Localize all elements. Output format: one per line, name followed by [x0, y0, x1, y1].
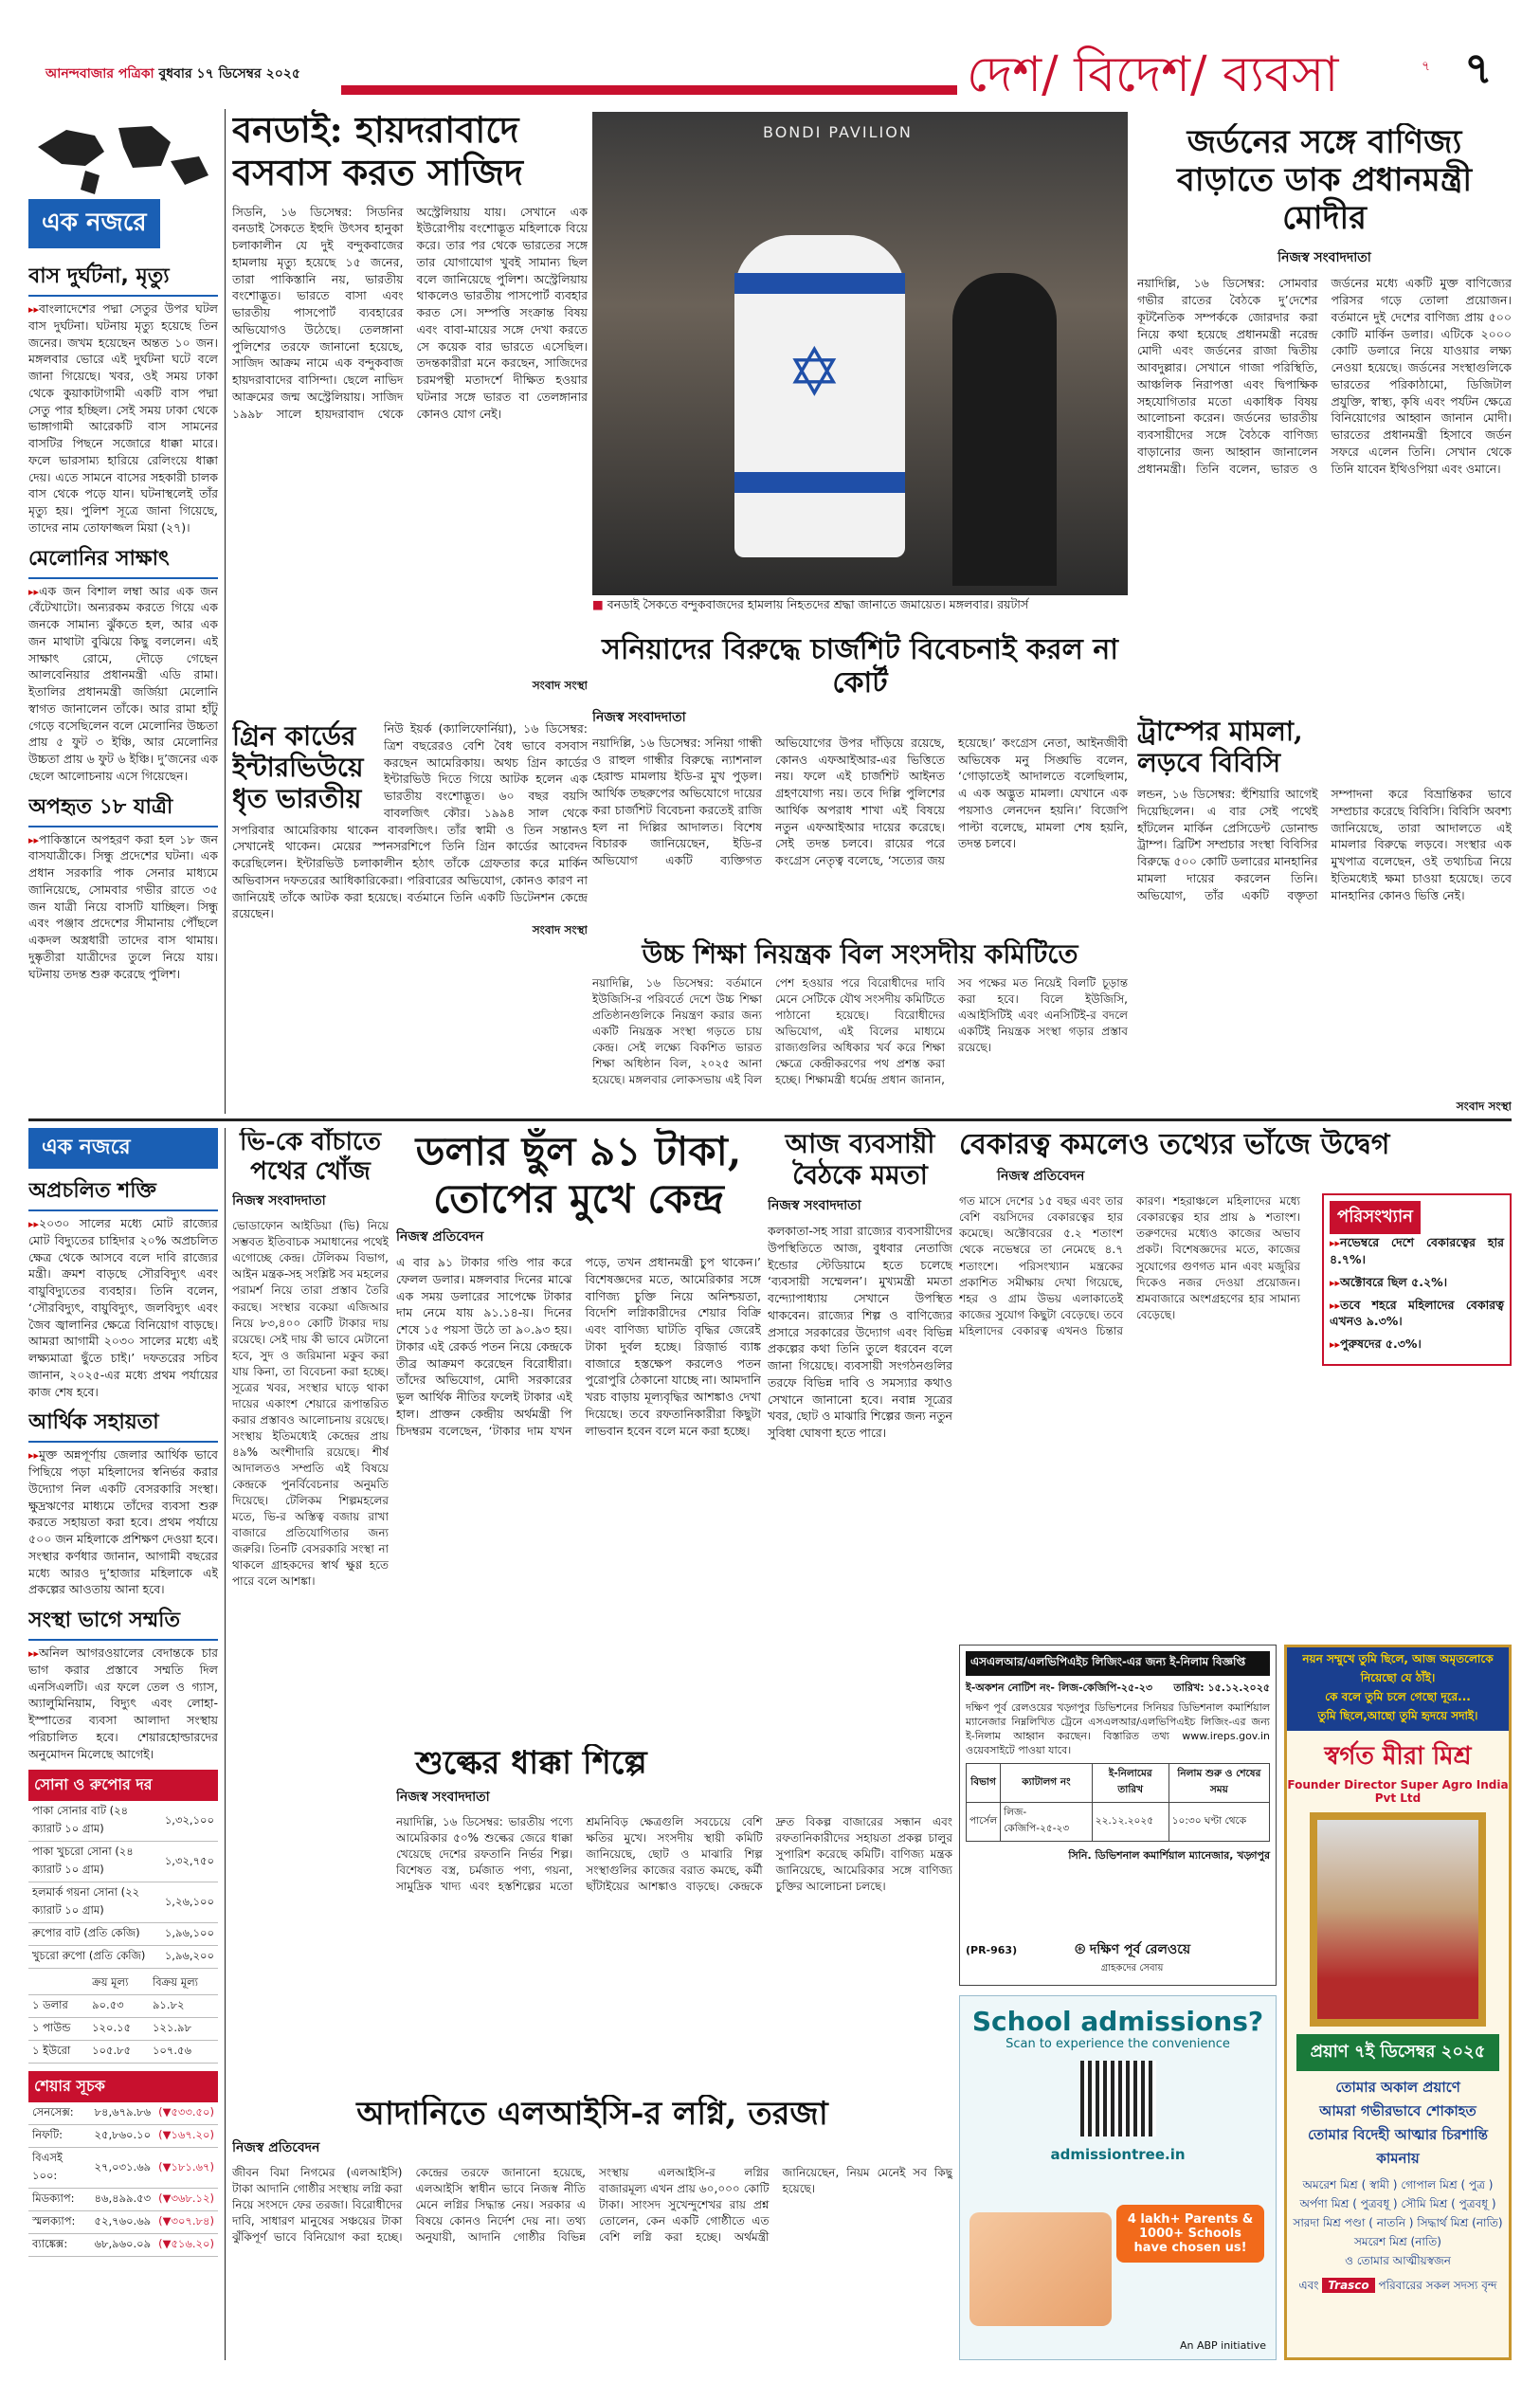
adani-headline: আদানিতে এলআইসি-র লগ্নি, তরজা [356, 2095, 828, 2133]
bondi-photo [592, 112, 1128, 595]
world-map-icon [28, 109, 218, 199]
table-row: পাকা সোনার বাট (২৪ ক্যারাট ১০ গ্রাম) ১,৩২,১০০ [28, 1801, 218, 1842]
bondi-caption [592, 597, 1128, 618]
higher-edu-body: নয়াদিল্লি, ১৬ ডিসেম্বর: বর্তমানে ইউজিসি-র পরিবর্তে দেশে উচ্চ শিক্ষা প্রতিষ্ঠানগুলিকে নিয়ন্ত্রণ করার জন্য একটি নিয়ন্ত্রক সংস্থা গড়তে চায় কেন্দ্র। সেই লক্ষ্যে বিকশিত ভারত শিক্ষা অধিষ্ঠান বিল, ২০২৫ আনা হয়েছে। মঙ্গলবার লোকসভায় এই বিল পেশ হওয়ার পরে বিরোধীদের দাবি মেনে সেটিকে যৌথ সংসদীয় কমিটিতে পাঠানো হয়েছে। বিরোধীদের অভিযোগ, এই বিলের মাধ্যমে রাজ্যগুলির অধিকার খর্ব করে শিক্ষা ক্ষেত্রে কেন্দ্রীকরণের পথ প্রশস্ত করা হচ্ছে। শিক্ষামন্ত্রী ধর্মেন্দ্র প্রধান জানান, সব পক্ষের মত নিয়েই বিলটি চূড়ান্ত করা হবে। বিলে ইউজিসি, এআইসিটিই এবং এনসিটিই-র বদলে একটিই নিয়ন্ত্রক সংস্থা গড়ার প্রস্তাব রয়েছে। [592, 976, 1128, 1087]
dollar-story [396, 1128, 761, 1716]
sonia-story [592, 626, 1128, 934]
tender-ref-row [966, 1680, 1270, 1698]
stats-box [1322, 1193, 1512, 1366]
gold-table [28, 1801, 218, 1969]
glance-bottom [28, 1128, 218, 2360]
glance-top [28, 109, 218, 1114]
tender-ref: ই-অকশন নোটিশ নং- লিজ-কেজিপি-২৫-২৩ [966, 1682, 1153, 1694]
issue-date: বুধবার ১৭ ডিসেম্বর ২০২৫ [158, 66, 300, 82]
pavilion-sign: BONDI PAVILION [763, 123, 913, 141]
portrait-frame [1310, 1812, 1486, 2027]
school-ad-site: admissiontree.in [1050, 2146, 1186, 2163]
unemployment-byline: নিজস্ব প্রতিবেদন [997, 1169, 1085, 1185]
jordan-headline: জর্ডনের সঙ্গে বাণিজ্য বাড়াতে ডাক প্রধানমন্ত্রী মোদীর [1176, 123, 1473, 238]
adani-story [232, 2095, 952, 2360]
table-row: রুপোর বাট (প্রতি কেজি) ১,৯৬,১০০ [28, 1923, 218, 1946]
tender-notice [959, 1645, 1277, 1986]
memorial-title: স্বর্গত মীরা মিশ্র [1324, 1742, 1472, 1771]
stat-item: ▸▸ নভেম্বরে দেশে বেকারত্বের হার ৪.৭%। [1330, 1234, 1504, 1268]
adani-byline: নিজস্ব প্রতিবেদন [232, 2140, 320, 2156]
green-card-headline: গ্রিন কার্ডের ইন্টারভিউয়ে ধৃত ভারতীয় [232, 720, 364, 815]
adani-body: জীবন বিমা নিগমের (এলআইসি) টাকা আদানি গোষ্ঠীর সংস্থায় লগ্নি করা নিয়ে সংসদে ফের তরজা। বিরোধীদের দাবি, সাধারণ মানুষের সঞ্চয়ের টাকা ঝুঁকিপূর্ণ ভাবে বিনিয়োগ করা হচ্ছে। কেন্দ্রের তরফে জানানো হয়েছে, এলআইসি স্বাধীন ভাবে নিজস্ব নীতি মেনে লগ্নির সিদ্ধান্ত নেয়। সরকার এ বিষয়ে কোনও নির্দেশ দেয় না। তথ্য অনুযায়ী, আদানি গোষ্ঠীর বিভিন্ন সংস্থায় এলআইসি-র লগ্নির বাজারমূল্য এখন প্রায় ৬০,০০০ কোটি টাকা। সাংসদ সুখেন্দুশেখর রায় প্রশ্ন তোলেন, কেন একটি গোষ্ঠীতে এত বেশি লগ্নি করা হচ্ছে। অর্থমন্ত্রী জানিয়েছেন, নিয়ম মেনেই সব কিছু হয়েছে। [232, 2166, 952, 2245]
green-card-story [232, 720, 588, 1114]
table-row: ১ পাউন্ড ১২০.১৫ ১২১.৯৮ [28, 2018, 218, 2041]
mamata-byline: নিজস্ব সংবাদদাতা [768, 1198, 861, 1214]
trump-headline: ট্রাম্পের মামলা, লড়বে বিবিসি [1137, 716, 1303, 779]
bondi-story [232, 109, 588, 716]
vc-body: ভোডাফোন আইডিয়া (ভি) নিয়ে সম্ভবত ইতিবাচক সমাধানের পথেই এগোচ্ছে কেন্দ্র। টেলিকম বিভাগ, আইন মন্ত্রক-সহ সংশ্লিষ্ট সব মহলের পরামর্শ নিয়ে তারা প্রস্তাব তৈরি করছে। সংস্থার বকেয়া এজিআর নিয়ে ৮৩,৪০০ কোটি টাকার দায় রয়েছে। সেই দায় কী ভাবে মেটানো হবে, সুদ ও জরিমানা মকুব করা যায় কিনা, তা বিবেচনা করা হচ্ছে। সূত্রের খবর, সংস্থার ঘাড়ে থাকা দায়ের একাংশ শেয়ারে রূপান্তরিত করার প্রস্তাবও আলোচনায় রয়েছে। সংস্থায় ইতিমধ্যেই কেন্দ্রের প্রায় ৪৯% অংশীদারি রয়েছে। শীর্ষ আদালতও সম্প্রতি এই বিষয়ে কেন্দ্রকে পুনর্বিবেচনার অনুমতি দিয়েছে। টেলিকম শিল্পমহলের মতে, ভি-র অস্তিত্ব বজায় রাখা বাজারে প্রতিযোগিতার জন্য জরুরি। তিনটি বেসরকারি সংস্থা না থাকলে গ্রাহকদের স্বার্থ ক্ষুণ্ণ হতে পারে বলে আশঙ্কা। [232, 1219, 389, 1589]
glance-item-head: বাস দুর্ঘটনা, মৃত্যু [28, 260, 218, 297]
star-of-david-icon: ✡ [787, 334, 842, 411]
school-ad-footer: An ABP initiative [1179, 2339, 1266, 2352]
higher-edu-story [592, 938, 1128, 1114]
glance-item-text: ▸▸ বাংলাদেশের পদ্মা সেতুর উপর ঘটল বাস দুর্ঘটনা। ঘটনায় মৃত্যু হয়েছে তিন জনের। জখম হয়েছেন অন্তত ১০ জন। মঙ্গলবার ভোরে এই দুর্ঘটনা ঘটে বলে জানা গিয়েছে। খবর, ওই সময় ঢাকা থেকে কুয়াকাটাগামী একটি বাস পদ্মা সেতু পার হচ্ছিল। সেই সময় ঢাকা থেকে ভাঙ্গাগামী আরেকটি বাস সামনের বাসটির পিছনে সজোরে ধাক্কা মারে। ফলে ভারসাম্য হারিয়ে রেলিংয়ে ধাক্কা দেয়। এতে সামনে বাসের সহকারী চালক বাস থেকে পড়ে যান। ঘটনাস্থলেই তাঁর মৃত্যু হয়। পুলিশ সূত্রে জানা গিয়েছে, তাদের নাম তোফাজ্জল মিয়া (২৭)। [28, 300, 218, 536]
memorial-verse: নয়ন সম্মুখে তুমি ছিলে, আজ অমৃতলোকে নিয়েছো যে ঠাঁই। কে বলে তুমি চলে গেছো দূরে... তুমি ছিলে,আছো তুমি হৃদয়ে সদাই। [1287, 1647, 1509, 1731]
table-row: পাকা খুচরো সোনা (২৪ ক্যারাট ১০ গ্রাম) ১,৩২,৭৫০ [28, 1842, 218, 1882]
mamata-body: কলকাতা-সহ সারা রাজ্যের ব্যবসায়ীদের উপস্থিতিতে আজ, বুধবার নেতাজি ইন্ডোর স্টেডিয়ামে হতে চলেছে ‘ব্যবসায়ী সম্মেলন’। মুখ্যমন্ত্রী মমতা বন্দ্যোপাধ্যায় সেখানে উপস্থিত থাকবেন। রাজ্যের শিল্প ও বাণিজ্যের প্রসারে সরকারের উদ্যোগ এবং বিভিন্ন প্রকল্পের কথা তিনি তুলে ধরবেন বলে জানা গিয়েছে। ব্যবসায়ী সংগঠনগুলির তরফে বিভিন্ন দাবি ও সমস্যার কথাও সেখানে জানানো হবে। নবান্ন সূত্রের খবর, ছোট ও মাঝারি শিল্পের জন্য নতুন সুবিধা ঘোষণা হতে পারে। [768, 1224, 952, 1441]
memorial-l4: কামনায় [1376, 2150, 1420, 2167]
page-label: ৭ [1422, 59, 1431, 74]
table-row: ১ ইউরো ১০৫.৮৫ ১০৭.৫৬ [28, 2041, 218, 2064]
jordan-byline: নিজস্ব সংবাদদাতা [1277, 250, 1371, 266]
green-card-body: নিউ ইয়র্ক (ক্যালিফোর্নিয়া), ১৬ ডিসেম্বর: ত্রিশ বছরেরও বেশি বৈধ ভাবে বসবাস করছেন আমেরিকায়। অথচ গ্রিন কার্ডের ইন্টারভিউ দিতে গিয়ে আটক হলেন এক ভারতীয় বংশোদ্ভূত। ৬০ বছর বয়সি বাবলজিৎ কৌর। ১৯৯৪ সাল থেকে সপরিবার আমেরিকায় থাকেন বাবলজিৎ। তাঁর স্বামী ও তিন সন্তানও সেখানেই থাকেন। মেয়ের স্পনসরশিপে তিনি গ্রিন কার্ডের আবেদন করেছিলেন। ইন্টারভিউ চলাকালীন হঠাৎ তাঁকে গ্রেফতার করে মার্কিন অভিবাসন দফতরের আধিকারিকেরা। পরিবারের অভিযোগ, কোনও কারণ না জানিয়েই তাঁকে আটক করা হয়েছে। বর্তমানে তিনি একটি ডিটেনশন কেন্দ্রে রয়েছেন। [232, 721, 588, 921]
glance-item-text: ▸▸ অনিল আগরওয়ালের বেদান্তকে চার ভাগ করার প্রস্তাবে সম্মতি দিল এনসিএলটি। এর ফলে তেল ও গ্যাস, অ্যালুমিনিয়াম, বিদ্যুৎ এবং লোহা-ইস্পাতের ব্যবসা আলাদা সংস্থায় পরিচালিত হবে। শেয়ারহোল্ডারদের অনুমোদন মিলেছে আগেই। [28, 1645, 218, 1762]
mamata-headline: আজ ব্যবসায়ী বৈঠকে মমতা [785, 1128, 935, 1191]
memorial-l3: তোমার বিদেহী আত্মার চিরশান্তি [1307, 2126, 1489, 2143]
duty-byline: নিজস্ব সংবাদদাতা [396, 1790, 490, 1806]
family-image [969, 2212, 1112, 2326]
sonia-body: নয়াদিল্লি, ১৬ ডিসেম্বর: সনিয়া গান্ধী ও রাহুল গান্ধীর বিরুদ্ধে ন্যাশনাল হেরাল্ড মামলায় ইডি-র মুখ পুড়ল। আর্থিক তছরুপের অভিযোগে দায়ের করা চার্জশিট বিবেচনা করতেই রাজি হল না দিল্লির আদালত। বিশেষ বিচারক জানিয়েছেন, ইডি-র অভিযোগ একটি ব্যক্তিগত অভিযোগের উপর দাঁড়িয়ে রয়েছে, কোনও এফআইআর-এর ভিত্তিতে নয়। ফলে এই চার্জশিট আইনত গ্রহণযোগ্য নয়। তবে দিল্লি পুলিশের আর্থিক অপরাধ শাখা এই বিষয়ে নতুন এফআইআর দায়ের করেছে। সেই তদন্ত চলবে। রায়ের পরে কংগ্রেস নেতৃত্ব বলেছে, ‘সত্যের জয় হয়েছে।’ কংগ্রেস নেতা, আইনজীবী অভিষেক মনু সিঙ্ঘভি বলেন, ‘গোড়াতেই আদালতে বলেছিলাম, এ এক অদ্ভুত মামলা। যেখানে এক পয়সাও লেনদেন হয়নি।’ বিজেপি পাল্টা বলেছে, মামলা শেষ হয়নি, তদন্ত চলবে। [592, 735, 1128, 868]
bondi-sign: সংবাদ সংস্থা [532, 678, 588, 692]
trasco-logo: Trasco [1322, 2278, 1374, 2293]
sonia-headline: সনিয়াদের বিরুদ্ধে চার্জশিট বিবেচনাই করল না কোর্ট [602, 633, 1118, 700]
railway-name: দক্ষিণ পূর্ব রেলওয়ে [1089, 1942, 1191, 1957]
memorial-n1: অমরেশ মিশ্র ( স্বামী ) গোপাল মিশ্র ( পুত্র ) [1302, 2178, 1494, 2191]
memorial-ad [1284, 1645, 1512, 2360]
table-row: হলমার্ক গয়না সোনা (২২ ক্যারাট ১০ গ্রাম) ১,২৬,১০০ [28, 1882, 218, 1923]
table-row: খুচরো রুপো (প্রতি কেজি) ১,৯৬,২০০ [28, 1946, 218, 1969]
section-title: দেশ/ বিদেশ/ ব্যবসা [967, 46, 1339, 103]
glance-item-head: মেলোনির সাক্ষাৎ [28, 542, 218, 579]
vc-headline: ভি-কে বাঁচাতে পথের খোঁজ [240, 1128, 381, 1186]
green-card-sign: সংবাদ সংস্থা [532, 923, 588, 936]
person-silhouette [952, 273, 1057, 586]
duty-body: নয়াদিল্লি, ১৬ ডিসেম্বর: ভারতীয় পণ্যে আমেরিকার ৫০% শুল্কের জেরে ধাক্কা খেয়েছে দেশের রফতানি নির্ভর শিল্প। বিশেষত বস্ত্র, চর্মজাত পণ্য, গয়না, সামুদ্রিক খাদ্য এবং হস্তশিল্পের মতো শ্রমনিবিড় ক্ষেত্রগুলি সবচেয়ে বেশি ক্ষতির মুখে। সংসদীয় স্থায়ী কমিটি জানিয়েছে, ছোট ও মাঝারি শিল্প সংস্থাগুলির কাজের বরাত কমছে, কর্মী ছাঁটাইয়ের আশঙ্কাও বাড়ছে। কেন্দ্রকে দ্রুত বিকল্প বাজারের সন্ধান এবং রফতানিকারীদের সহায়তা প্রকল্প চালুর সুপারিশ করেছে কমিটি। বাণিজ্য মন্ত্রক জানিয়েছে, আমেরিকার সঙ্গে বাণিজ্য চুক্তির আলোচনা চলছে। [396, 1815, 952, 1894]
school-ad [959, 1995, 1277, 2360]
railway-sub: গ্রাহকদের সেবায় [1100, 1963, 1164, 1973]
memorial-n5: পরিবারের সকল সদস্য বৃন্দ [1378, 2279, 1497, 2292]
divider [225, 109, 226, 1114]
stat-item: ▸▸ পুরুষদের ৫.৩%। [1330, 1336, 1504, 1353]
trump-story [1137, 716, 1512, 1114]
railway-emblem-icon: ⊛ [1074, 1939, 1087, 1957]
school-ad-tag: 4 lakh+ Parents & 1000+ Schools have chosen us! [1116, 2205, 1264, 2263]
memorial-n4: ও তোমার আত্মীয়স্বজন [1345, 2254, 1451, 2267]
memorial-l2: আমরা গভীরভাবে শোকাহত [1319, 2102, 1477, 2119]
dollar-byline: নিজস্ব প্রতিবেদন [396, 1229, 484, 1246]
table-row: নিফটি: ২৫,৮৬০.১০ (▼১৬৭.২০) [28, 2125, 218, 2148]
railway-logo [1074, 1938, 1190, 1977]
memorial-date: প্রয়াণ ৭ই ডিসেম্বর ২০২৫ [1296, 2034, 1499, 2071]
vc-story [232, 1128, 389, 1905]
memorial-n2: অর্পণা মিশ্র ( পুত্রবধূ ) সৌমি মিশ্র ( পুত্রবধূ ) [1299, 2197, 1496, 2210]
masthead-date [45, 63, 300, 85]
table-row: মিডক্যাপ: ৪৬,৪৯৯.৫৩ (▼৩৬৮.১২) [28, 2189, 218, 2211]
gold-title: সোনা ও রুপোর দর [28, 1770, 218, 1801]
memorial-and: এবং [1298, 2279, 1319, 2292]
unemployment-story [959, 1128, 1512, 1640]
caption-text: বনডাই সৈকতে বন্দুকবাজদের হামলায় নিহতদের শ্রদ্ধা জানাতে জমায়েত। মঙ্গলবার। রয়টার্স [607, 597, 1029, 611]
glance-item-text: ▸▸ মুক্ত অন্নপূর্ণায় জেলার আর্থিক ভাবে পিছিয়ে পড়া মহিলাদের স্বনির্ভর করার উদ্যোগ নিল একটি বেসরকারি সংস্থা। ক্ষুদ্রঋণের মাধ্যমে তাঁদের ব্যবসা শুরু করতে সহায়তা করা হবে। প্রথম পর্যায়ে ৫০০ জন মহিলাকে প্রশিক্ষণ দেওয়া হবে। সংস্থার কর্ণধার জানান, আগামী বছরের মধ্যে আরও দু’হাজার মহিলাকে এই প্রকল্পের আওতায় আনা হবে। [28, 1446, 218, 1598]
memorial-l1: তোমার অকাল প্রয়াণে [1335, 2079, 1460, 2096]
table-row: সেনসেক্স: ৮৪,৬৭৯.৮৬ (▼৫৩৩.৫০) [28, 2102, 218, 2125]
sonia-byline: নিজস্ব সংবাদদাতা [592, 709, 686, 725]
stat-item: ▸▸ তবে শহরে মহিলাদের বেকারত্ব এখনও ৯.৩%। [1330, 1297, 1504, 1331]
table-header: বিভাগ ক্যাটালগ নং ই-নিলামের তারিখ নিলাম শুরু ও শেষের সময় [967, 1764, 1270, 1803]
caption-marker-icon: ■ [592, 597, 604, 611]
trump-body: লন্ডন, ১৬ ডিসেম্বর: হুঁশিয়ারি আগেই দিয়েছিলেন। এ বার সেই পথেই হাঁটলেন মার্কিন প্রেসিডেন্ট ডোনাল্ড ট্রাম্প। ব্রিটিশ সম্প্রচার সংস্থা বিবিসির বিরুদ্ধে ৫০০ কোটি ডলারের মানহানির মামলা দায়ের করলেন তিনি। অভিযোগ, তাঁর একটি বক্তৃতা সম্পাদনা করে বিভ্রান্তিকর ভাবে সম্প্রচার করেছে বিবিসি। বিবিসি অবশ্য জানিয়েছে, তারা আদালতে এই মামলার বিরুদ্ধে লড়বে। সংস্থার এক মুখপাত্র বলেছেন, ওই তথ্যচিত্র নিয়ে ইতিমধ্যেই ক্ষমা চাওয়া হয়েছে। তবে মানহানির কোনও ভিত্তি নেই। [1137, 787, 1512, 902]
currency-table [28, 1973, 218, 2064]
table-row: ব্যাঙ্কেক্স: ৬৮,৯৬০.০৯ (▼৫১৬.২০) [28, 2234, 218, 2257]
mamata-story [768, 1128, 952, 1716]
divider [225, 1128, 226, 2360]
masthead [0, 0, 1540, 104]
vc-byline: নিজস্ব সংবাদদাতা [232, 1193, 326, 1209]
duty-story [396, 1744, 952, 2052]
jordan-story [1137, 123, 1512, 711]
table-row: বিএসই ১০০: ২৭,০৩১.৬৯ (▼১৮১.৬৭) [28, 2148, 218, 2189]
glance-item-head: অপহৃত ১৮ যাত্রী [28, 791, 218, 827]
glance-item-text: ▸▸ পাকিস্তানে অপহরণ করা হল ১৮ জন বাসযাত্রীকে। সিন্ধু প্রদেশের ঘটনা। এক প্রধান সরকারি পাক সেনার মাধ্যমে জানিয়েছে, সোমবার গভীর রাতে ৩৫ জন যাত্রী নিয়ে বাসটি যাচ্ছিল। সিন্ধু এবং পঞ্জাব প্রদেশের সীমানায় পৌঁছলে একদল অস্ত্রধারী তাদের বাস থামায়। দুষ্কৃতীরা যাত্রীদের তুলে নিয়ে যায়। ঘটনায় তদন্ত শুরু করেছে পুলিশ। [28, 831, 218, 983]
page-number: ৭ [1464, 43, 1493, 94]
tender-sign: সিনি. ডিভিশনাল কমার্শিয়াল ম্যানেজার, খড়্গপুর [1068, 1849, 1270, 1863]
table-row: পার্সেল লিজ-কেজিপি-২৫-২৩ ২২.১২.২০২৫ ১০:৩০ ঘণ্টা থেকে [967, 1803, 1270, 1842]
glance-item-text: ▸▸ এক জন বিশাল লম্বা আর এক জন বেঁটেখাটো। অন্যরকম করতে গিয়ে এক জনকে সামান্য ঝুঁকতে হল, আর এক জন মাথাটা বুঝিয়ে কিছু বললেন। এই সাক্ষাৎ রোমে, দৌড়ে গেছেন আলবেনিয়ার প্রধানমন্ত্রী এডি রামা। ইতালির প্রধানমন্ত্রী জর্জিয়া মেলোনি স্বাগত জানালেন তাঁকে। আর রামা হাঁটু গেড়ে বসেছিলেন বলে মেলোনির উচ্চতা প্রায় ৫ ফুট ৩ ইঞ্চি, আর মেলোনির উচ্চতা প্রায় ৬ ফুট ৬ ইঞ্চি। দু’জনের এক ছেলে আলোচনায় এসে গিয়েছেন। [28, 583, 218, 785]
bondi-body: সিডনি, ১৬ ডিসেম্বর: সিডনির বনডাই সৈকতে ইহুদি উৎসব হানুকা চলাকালীন যে দুই বন্দুকবাজের হামলায় মৃত্যু হয়েছে ১৫ জনের, তারা পাকিস্তানি নয়, ভারতীয় বংশোদ্ভূত। ভারতে বাসা এবং ভারতীয় পাসপোর্ট ব্যবহারের অভিযোগও উঠেছে। তেলঙ্গানা পুলিশের তরফে জানানো হয়েছে, সাজিদ আক্রম নামে এক বন্দুকবাজ হায়দরাবাদের বাসিন্দা। ছেলে নাভিদ আক্রমের জন্ম অস্ট্রেলিয়ায়। সাজিদ ১৯৯৮ সালে হায়দরাবাদ থেকে অস্ট্রেলিয়ায় যায়। সেখানে এক ইউরোপীয় বংশোদ্ভূত মহিলাকে বিয়ে করে। তার পর থেকে ভারতের সঙ্গে তার যোগাযোগ খুবই সামান্য ছিল বলে জানিয়েছে পুলিশ। অস্ট্রেলিয়ায় থাকলেও ভারতীয় পাসপোর্ট ব্যবহার করত সে। সম্পত্তি সংক্রান্ত বিষয় এবং বাবা-মায়ের সঙ্গে দেখা করতে সে কয়েক বার ভারতে এসেছিল। তদন্তকারীরা মনে করছেন, সাজিদের চরমপন্থী মতাদর্শে দীক্ষিত হওয়ার ঘটনার সঙ্গে ভারত বা তেলঙ্গানার কোনও যোগ নেই। [232, 204, 588, 421]
tender-code: (PR-963) [966, 1944, 1018, 1956]
table-header: ক্রয় মূল্য বিক্রয় মূল্য [28, 1973, 218, 1995]
page-horizontal-rule [28, 1118, 1512, 1121]
tender-text: দক্ষিণ পূর্ব রেলওয়ের খড়্গপুর ডিভিশনের সিনিয়র ডিভিশনাল কমার্শিয়াল ম্যানেজার নিম্নলিখিত ট্রেনে এসএলআর/এলভিপিএইচ লিজিং-এর জন্য ই-নিলাম আহ্বান করছেন। বিস্তারিত তথ্য www.ireps.gov.in ওয়েবসাইটে পাওয়া যাবে। [966, 1701, 1270, 1756]
memorial-designation: Founder Director Super Agro India Pvt Ltd [1287, 1778, 1509, 1805]
glance-item-head: সংস্থা ভাগে সম্মতি [28, 1604, 218, 1641]
unemployment-headline: বেকারত্ব কমলেও তথ্যের ভাঁজে উদ্বেগ [959, 1128, 1390, 1161]
glance-item-text: ▸▸ ২০৩০ সালের মধ্যে মোট রাজ্যের মোট বিদ্যুতের চাহিদার ২০% অপ্রচলিত ক্ষেত্র থেকে আসবে বলে দাবি রাজ্যের মন্ত্রী। ক্রমশ বাড়ছে সৌরবিদ্যুৎ এবং বায়ুবিদ্যুতের ব্যবহার। তিনি বলেন, ‘সৌরবিদ্যুৎ, বায়ুবিদ্যুৎ, জলবিদ্যুৎ এবং জৈব জ্বালানির ক্ষেত্রে বিনিয়োগ বাড়ছে। আমরা আগামী ২০৩০ সালের মধ্যে এই লক্ষ্যমাত্রা ছুঁতে চাই।’ দফতরের সচিব জানান, ২০২৫-এর মধ্যে প্রথম পর্যায়ের কাজ শেষ হবে। [28, 1215, 218, 1400]
tender-table [966, 1763, 1270, 1842]
memorial-brand-row [1287, 2278, 1509, 2297]
glance-item-head: অপ্রচলিত শক্তি [28, 1174, 218, 1211]
glance-item-2 [28, 542, 218, 785]
glance-bottom-title: এক নজরে [28, 1128, 218, 1169]
school-ad-sub: Scan to experience the convenience [1006, 2037, 1230, 2051]
bondi-headline: বনডাই: হায়দরাবাদে বসবাস করত সাজিদ [232, 109, 523, 193]
glance-item-3 [28, 791, 218, 983]
higher-edu-headline: উচ্চ শিক্ষা নিয়ন্ত্রক বিল সংসদীয় কমিটিতে [642, 938, 1078, 970]
school-ad-title: School admissions? [971, 2006, 1264, 2037]
stat-item: ▸▸ অক্টোবরে ছিল ৫.২%। [1330, 1274, 1504, 1291]
stats-title: পরিসংখ্যান [1330, 1201, 1421, 1234]
unemployment-body: গত মাসে দেশের ১৫ বছর এবং তার বেশি বয়সিদের বেকারত্বের হার কমেছে। অক্টোবরের ৫.২ শতাংশ থেকে নভেম্বরে তা নেমেছে ৪.৭ শতাংশে। পরিসংখ্যান মন্ত্রকের প্রকাশিত সমীক্ষায় দেখা গিয়েছে, শহর ও গ্রাম উভয় এলাকাতেই কাজের সুযোগ কিছুটা বেড়েছে। তবে মহিলাদের বেকারত্ব এখনও চিন্তার কারণ। শহরাঞ্চলে মহিলাদের মধ্যে বেকারত্বের হার প্রায় ৯ শতাংশ। তরুণদের মধ্যেও কাজের অভাব প্রকট। বিশেষজ্ঞদের মতে, কাজের সুযোগের গুণগত মান এবং মজুরির দিকেও নজর দেওয়া প্রয়োজন। শ্রমবাজারে অংশগ্রহণের হার সামান্য বেড়েছে। [959, 1194, 1300, 1337]
qr-code-icon [1080, 2061, 1156, 2137]
tender-date: তারিখ: ১৫.১২.২০২৫ [1173, 1682, 1270, 1694]
memorial-n3: সারদা মিশ্র পণ্ডা ( নাতনি ) সিদ্ধার্থ মিশ্র (নাতি) সমরেশ মিশ্র (নাতি) [1293, 2216, 1503, 2248]
tender-title: এসএলআর/এলভিপিএইচ লিজিং-এর জন্য ই-নিলাম বিজ্ঞপ্তি [966, 1651, 1270, 1676]
share-table [28, 2102, 218, 2257]
dollar-headline: ডলার ছুঁল ৯১ টাকা, তোপের মুখে কেন্দ্র [415, 1128, 742, 1222]
paper-name: আনন্দবাজার পত্রিকা [45, 66, 154, 82]
glance-item-1 [28, 260, 218, 536]
trump-sign: সংবাদ সংস্থা [1456, 1100, 1512, 1114]
dollar-body: এ বার ৯১ টাকার গণ্ডি পার করে ফেলল ডলার। মঙ্গলবার দিনের মাঝে এক সময় ডলারের সাপেক্ষে টাকার দাম নেমে যায় ৯১.১৪-য়। দিনের শেষে ১৫ পয়সা উঠে তা ৯০.৯৩ হয়। টাকার এই রেকর্ড পতন নিয়ে কেন্দ্রকে তীব্র আক্রমণ করেছেন বিরোধীরা। তাঁদের অভিযোগ, মোদী সরকারের ভুল আর্থিক নীতির ফলেই টাকার এই হাল। প্রাক্তন কেন্দ্রীয় অর্থমন্ত্রী পি চিদম্বরম বলেছেন, ‘টাকার দাম যখন পড়ে, তখন প্রধানমন্ত্রী চুপ থাকেন।’ বিশেষজ্ঞদের মতে, আমেরিকার সঙ্গে বাণিজ্য চুক্তি নিয়ে অনিশ্চয়তা, বিদেশি লগ্নিকারীদের শেয়ার বিক্রি এবং বাণিজ্য ঘাটতি বৃদ্ধির জেরেই টাকা দুর্বল হচ্ছে। রিজ়ার্ভ ব্যাঙ্ক বাজারে হস্তক্ষেপ করলেও পতন পুরোপুরি ঠেকানো যাচ্ছে না। আমদানি খরচ বাড়ায় মূল্যবৃদ্ধির আশঙ্কাও দেখা দিয়েছে। তবে রফতানিকারীরা কিছুটা লাভবান হবেন বলে মনে করা হচ্ছে। [396, 1255, 761, 1438]
jordan-body: নয়াদিল্লি, ১৬ ডিসেম্বর: সোমবার গভীর রাতের বৈঠকে দু’দেশের কূটনৈতিক সম্পর্ককে জোরদার করা নিয়ে কথা হয়েছে প্রধানমন্ত্রী নরেন্দ্র মোদী এবং জর্ডনের রাজা দ্বিতীয় আবদুল্লার। সেখানে গাজা পরিস্থিতি, আঞ্চলিক নিরাপত্তা এবং দ্বিপাক্ষিক সহযোগিতার মতো একাধিক বিষয় আলোচনা করেন। জর্ডনের ভারতীয় ব্যবসায়ীদের সঙ্গে বৈঠকে বাণিজ্য বাড়ানোর জন্য আহ্বান জানালেন প্রধানমন্ত্রী। তিনি বলেন, ভারত ও জর্ডনের মধ্যে একটি মুক্ত বাণিজ্যের পরিসর গড়ে তোলা প্রয়োজন। বর্তমানে দুই দেশের বাণিজ্য প্রায় ৫০০ কোটি মার্কিন ডলার। এটিকে ২০০০ কোটি ডলারে নিয়ে যাওয়ার লক্ষ্য নেওয়া হয়েছে। জর্ডনের সংস্থাগুলিকে ভারতের পরিকাঠামো, ডিজিটাল প্রযুক্তি, স্বাস্থ্য, কৃষি এবং পর্যটন ক্ষেত্রে বিনিয়োগের আহ্বান জানান মোদী। ভারতের প্রধানমন্ত্রী হিসাবে জর্ডন সফরে এলেন তিনি। সেখান থেকে তিনি যাবেন ইথিওপিয়া এবং ওমানে। [1137, 276, 1512, 476]
share-title: শেয়ার সূচক [28, 2071, 218, 2102]
duty-headline: শুল্কের ধাক্কা শিল্পে [415, 1744, 647, 1782]
glance-item-head: আর্থিক সহায়তা [28, 1406, 218, 1443]
glance-title: এক নজরে [28, 199, 160, 248]
table-row: স্মলক্যাপ: ৫২,৭৬০.৬৯ (▼৩০৭.৮৪) [28, 2211, 218, 2234]
israel-flag-image [734, 235, 905, 557]
table-row: ১ ডলার ৯০.৫৩ ৯১.৮২ [28, 1995, 218, 2018]
masthead-red-bar [341, 85, 957, 95]
